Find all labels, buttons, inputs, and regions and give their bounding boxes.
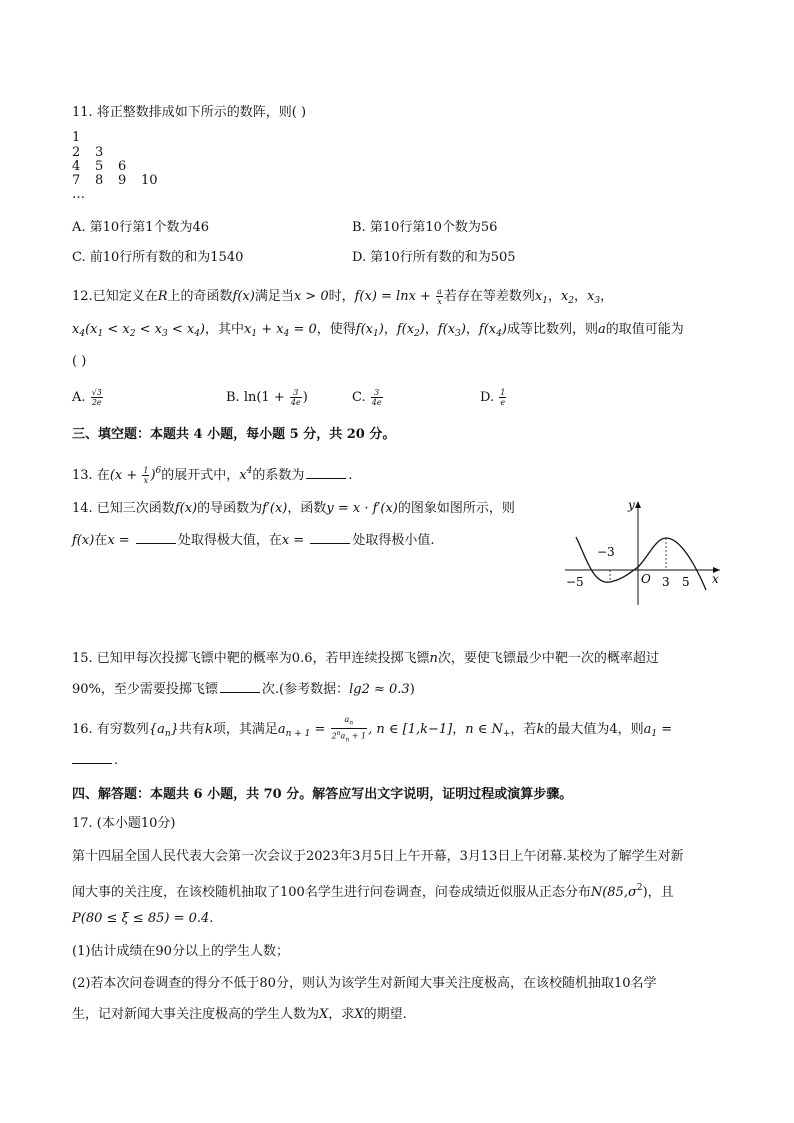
q14-line-1: 14. 已知三次函数f(x)的导函数为f′(x)，函数y = x · f′(x)的图象如图所示，则 [72,501,515,516]
answer-blank[interactable] [306,466,346,479]
q17-subquestion-1: (1)估计成绩在90分以上的学生人数； [72,944,289,959]
math: $f(x_2)$ [396,322,425,339]
triangle-cell: 1 [72,130,81,145]
q17-head: 17. (本小题10分) [72,816,176,831]
text: 上的奇函数 [167,289,233,304]
q12-line-1: 12.已知定义在R上的奇函数f(x)满足当x > 0时，f(x) = lnx + $\frac{a}{x}$ 若存在等差数列$x_1$，$x_2$，$x_3$， [72,287,614,306]
tick-neg3: −3 [597,545,615,559]
math: a [597,322,606,337]
q11-option-d: D. 第10行所有数的和为505 [352,250,516,265]
triangle-cell: 4 [72,159,81,174]
math: $x_2$ [560,289,575,306]
q12-option-d: D. $\frac{1}{e}$ [480,388,506,407]
section-4-heading: 四、解答题：本题共 6 小题，共 70 分。解答应写出文字说明，证明过程或演算步骤。 [72,787,573,802]
origin-label: O [641,572,651,586]
triangle-cell: 6 [118,159,127,174]
triangle-cell: 8 [95,173,104,188]
triangle-cell: 5 [95,159,104,174]
y-axis-arrow-icon [635,501,641,508]
triangle-cell: 7 [72,173,81,188]
text: 成等比数列，则 [506,322,598,337]
q12-option-a: A. $\frac{√3}{2e}$ [72,388,102,407]
answer-blank[interactable] [72,751,112,764]
math: (x + [109,468,142,483]
triangle-cell: 2 [72,145,81,160]
math: x > 0 [293,289,329,304]
q15-line-1: 15. 已知甲每次投掷飞镖中靶的概率为0.6，若甲连续投掷飞镖n次，要使飞镖最少中靶一次的概率超过 [72,651,659,666]
tick-5: 5 [682,575,690,589]
tick-3: 3 [662,575,670,589]
math: $f(x_3)$ [437,322,466,339]
answer-blank[interactable] [310,531,350,544]
text: 时， [328,289,355,304]
q12-line-2: $x_4(x_1 < x_2 < x_3 < x_4)$，其中$x_1 + x_4 = 0$，使得$f(x_1)$，$f(x_2)$，$f(x_3)$，$f(x_4)$成等比数列，则a的取值可能为 [72,322,684,339]
math: $f(x_1)$ [355,322,384,339]
q17-paragraph-1: 第十四届全国人民代表大会第一次会议于2023年3月5日上午开幕，3月13日上午闭幕.某校为了解学生对新 [72,849,684,864]
number-triangle-row-4 [72,174,164,187]
math: $x_4(x_1 < x_2 < x_3 < x_4)$ [72,322,205,339]
q14-line-2: f(x)在x = 处取得极大值，在x = 处取得极小值. [72,533,435,548]
number-triangle-ellipsis: … [72,187,85,202]
text: 若存在等差数列 [443,289,535,304]
q11-stem: 11. 将正整数排成如下所示的数阵，则( ) [72,105,307,120]
text: 的取值可能为 [605,322,684,337]
tick-neg5: −5 [566,575,584,589]
q11-option-c: C. 前10行所有数的和为1540 [72,250,244,265]
math: f(x) = lnx + [354,289,436,304]
number-triangle-row-3 [72,160,141,173]
fraction: $\frac{√3}{2e}$ [91,388,102,407]
q17-subquestion-2-line-2: 生，记对新闻大事关注度极高的学生人数为X，求X的期望. [72,1007,407,1022]
math: f(x) [232,289,255,304]
fraction: $\frac{a_n}{2^na_n + 1}$ [331,715,367,743]
q12-paren: ( ) [72,354,87,369]
fraction: $\frac{a}{x}$ [437,287,442,306]
math: $f(x_4)$ [478,322,507,339]
q16-line-1: 16. 有穷数列$\{a_n\}$共有k项，其满足$a_{n + 1}$ = $\frac{a_n}{2^na_n + 1}$ , n ∈ [1,k−1]，n ∈ $N_+$，若k的最大值为4，则$a_1$ = [72,715,673,743]
q12-number: 12. [72,289,93,304]
number-triangle-row-2 [72,146,118,159]
q13: 13. 在(x + $\frac{1}{x}$ )$^6$的展开式中，$x^4$的系数为 . [72,466,353,485]
fraction: $\frac{1}{e}$ [500,388,506,407]
fraction: $\frac{3}{4e}$ [371,388,382,407]
text: ，使得 [316,322,356,337]
math: $x^4$ [239,466,253,483]
answer-blank[interactable] [220,680,260,693]
fraction: $\frac{1}{x}$ [143,466,149,485]
math: $x_3$ [587,289,601,306]
q17-paragraph-3: P(80 ≤ ξ ≤ 85) = 0.4. [72,911,214,926]
x-label: x [712,572,719,586]
fraction: $\frac{3}{4e}$ [290,388,301,407]
math: $x_1 + x_4 = 0$ [244,322,317,339]
q12-option-c: C. $\frac{3}{4e}$ [352,388,382,407]
text: 满足当 [254,289,294,304]
triangle-cell: 10 [141,173,158,188]
q16-line-2: . [72,751,118,770]
q17-subquestion-2-line-1: (2)若本次问卷调查的得分不低于80分，则认为该学生对新闻大事关注度极高，在该校随机抽取10名学 [72,976,657,991]
q12-option-b: B. ln(1 + $\frac{3}{4e}$ ) [226,388,308,407]
q11-option-b: B. 第10行第10个数为56 [352,220,498,235]
q15-line-2: 90%，至少需要投掷飞镖 次.(参考数据：lg2 ≈ 0.3) [72,682,415,697]
math: $x_1$ [534,289,548,306]
function-graph [560,495,730,610]
triangle-cell: 3 [95,145,104,160]
answer-blank[interactable] [136,531,176,544]
y-label: y [628,498,635,512]
math: R [157,289,168,304]
triangle-cell: 9 [118,173,127,188]
section-3-heading: 三、填空题：本题共 4 小题，每小题 5 分，共 20 分。 [72,427,396,442]
q11-option-a: A. 第10行第1个数为46 [72,220,210,235]
q17-paragraph-2: 闻大事的关注度，在该校随机抽取了100名学生进行问卷调查，问卷成绩近似服从正态分布$N(85,\sigma^2)$，且 [72,883,674,900]
number-triangle-row-1 [72,131,95,144]
text: ，其中 [205,322,245,337]
text: 已知定义在 [92,289,158,304]
